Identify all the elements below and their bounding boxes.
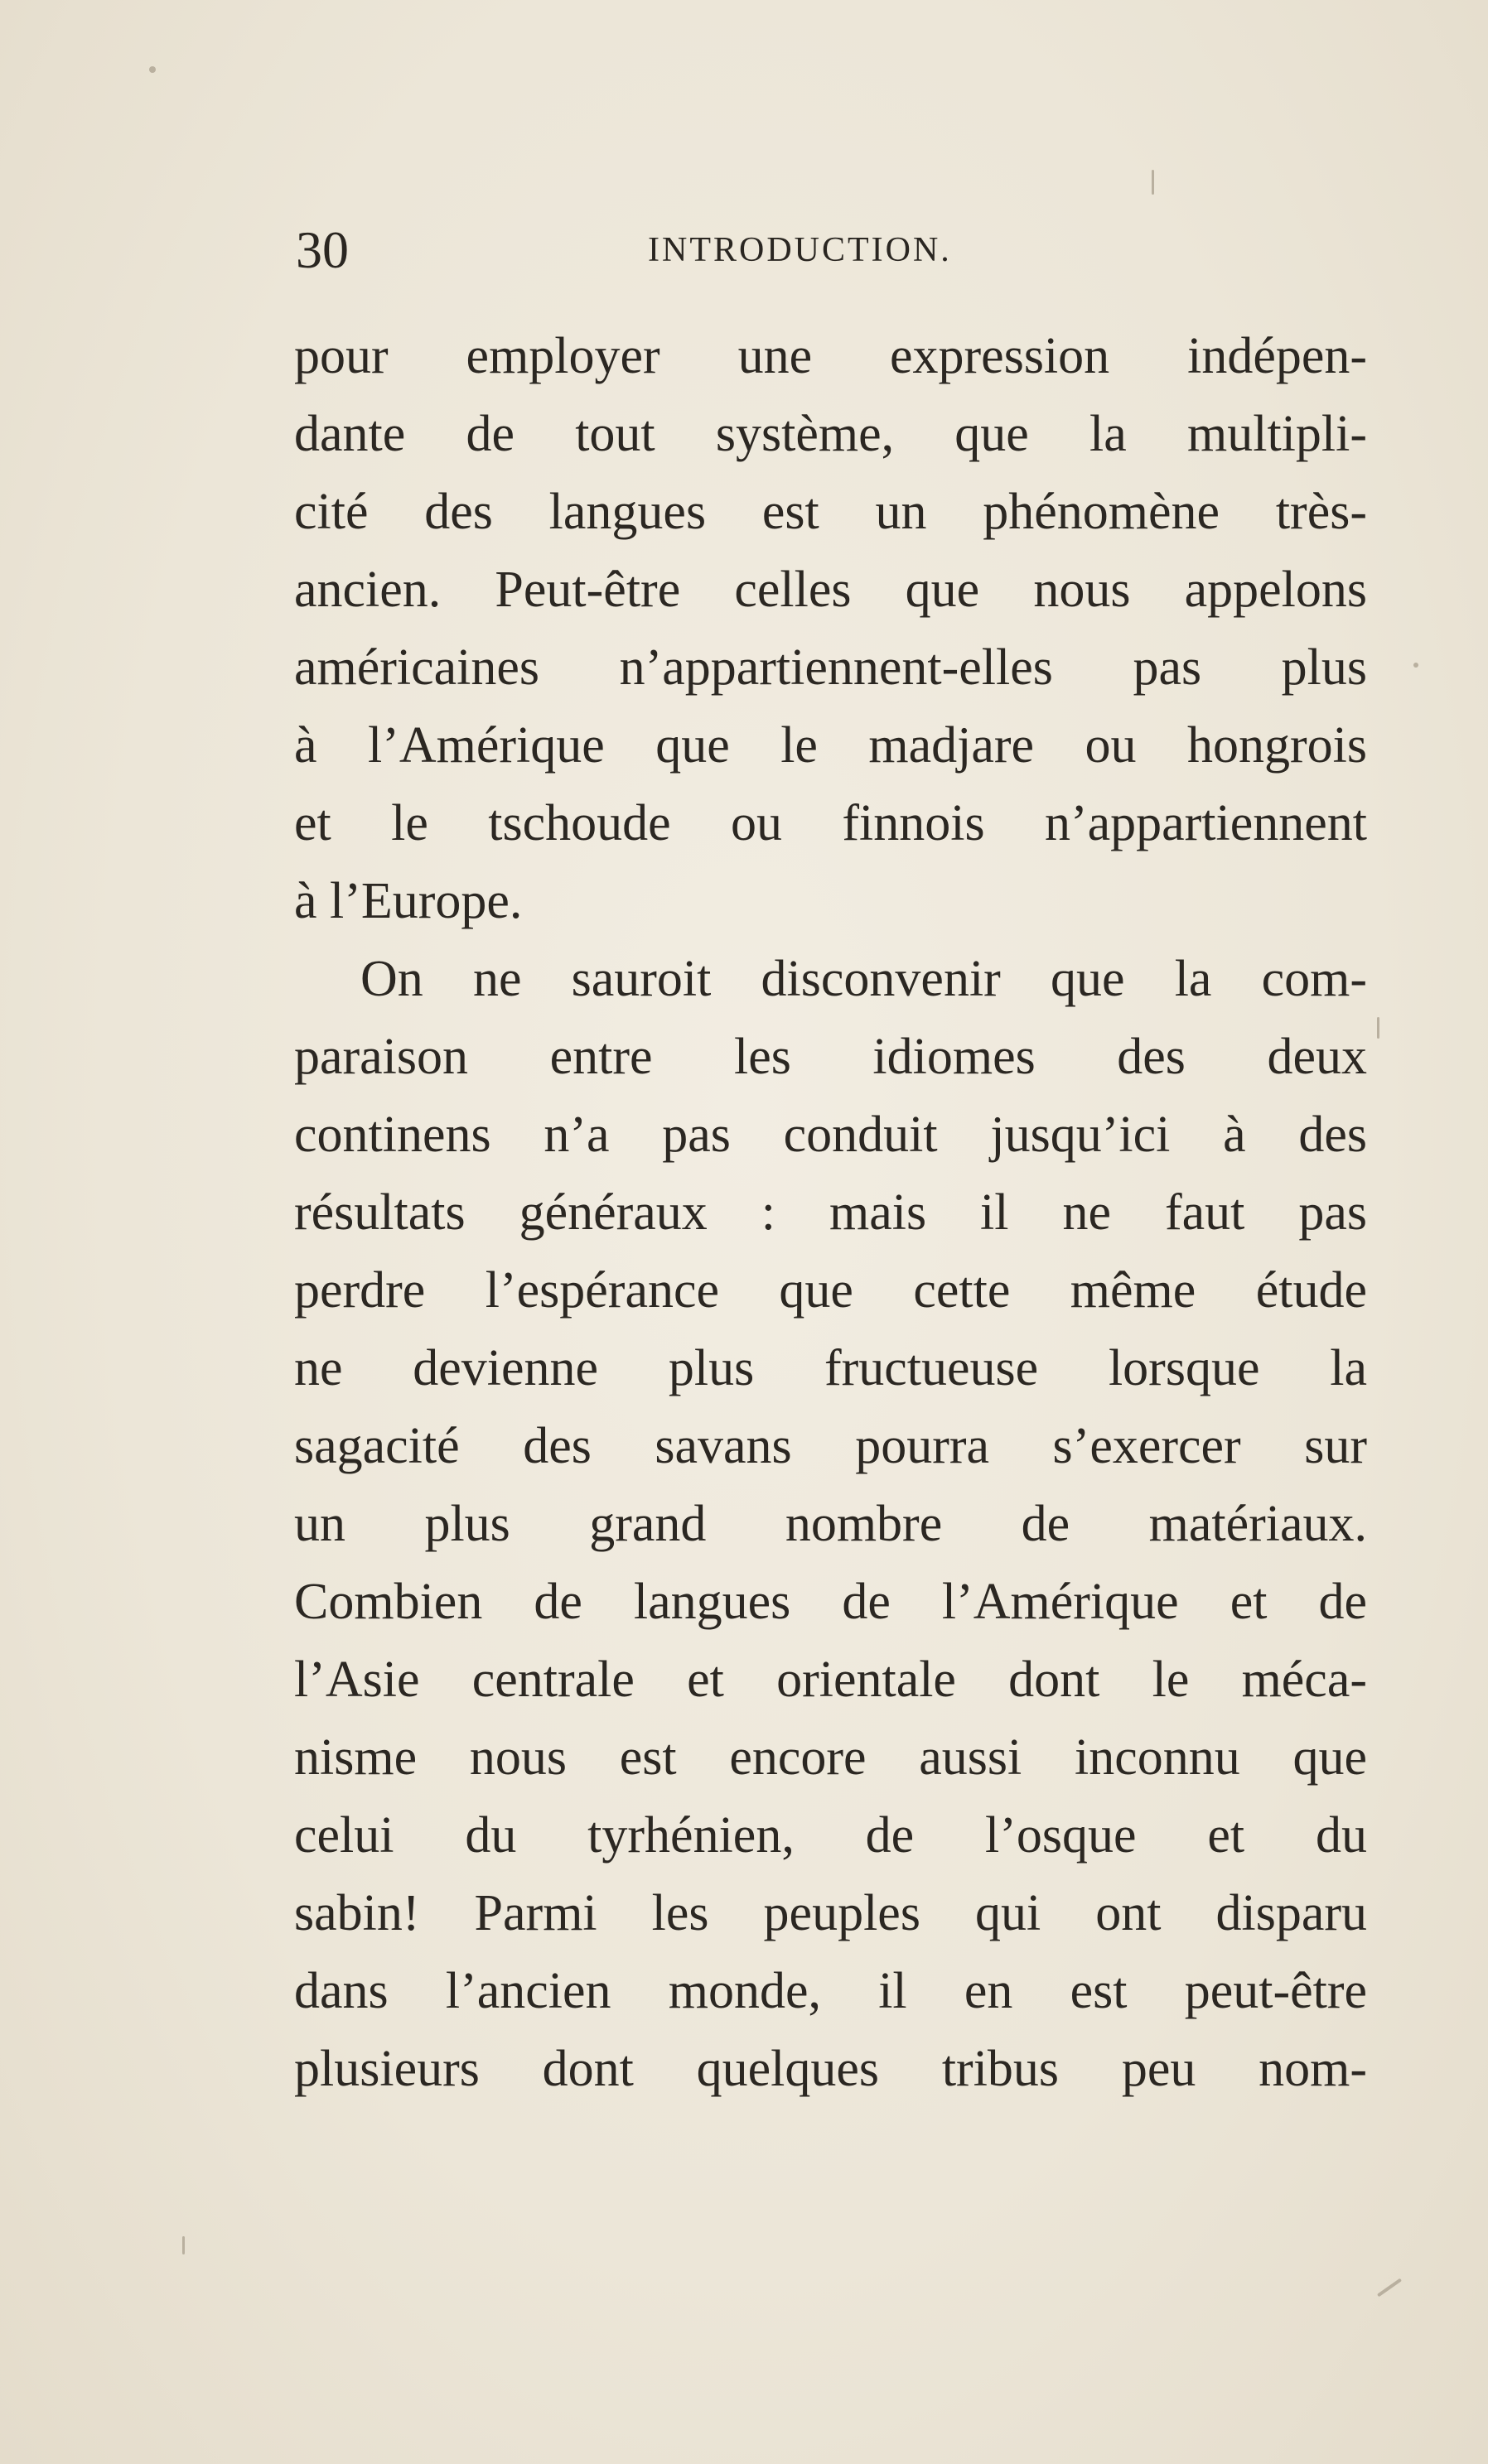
text-line: continens n’a pas conduit jusqu’ici à des bbox=[294, 1107, 1367, 1163]
text-line: à l’Europe. bbox=[294, 873, 523, 929]
paper-speck bbox=[149, 66, 156, 73]
text-line: dans l’ancien monde, il en est peut-être bbox=[294, 1963, 1367, 2019]
text-line: ancien. Peut-être celles que nous appelons bbox=[294, 562, 1367, 618]
text-line: cité des langues est un phénomène très- bbox=[294, 484, 1367, 540]
paper-speck bbox=[1377, 1017, 1379, 1039]
text-line: l’Asie centrale et orientale dont le méca- bbox=[294, 1652, 1367, 1708]
text-line: américaines n’appartiennent-elles pas plus bbox=[294, 639, 1367, 696]
text-line: un plus grand nombre de matériaux. bbox=[294, 1496, 1367, 1552]
text-line: ne devienne plus fructueuse lorsque la bbox=[294, 1340, 1367, 1396]
text-line: nisme nous est encore aussi inconnu que bbox=[294, 1729, 1367, 1786]
text-line: celui du tyrhénien, de l’osque et du bbox=[294, 1807, 1367, 1864]
text-line: sabin! Parmi les peuples qui ont disparu bbox=[294, 1885, 1367, 1941]
text-line: résultats généraux : mais il ne faut pas bbox=[294, 1184, 1367, 1241]
text-line: sagacité des savans pourra s’exercer sur bbox=[294, 1418, 1367, 1474]
text-line: On ne sauroit disconvenir que la com- bbox=[360, 951, 1367, 1007]
paper-speck bbox=[1377, 2278, 1402, 2298]
text-line: dante de tout système, que la multipli- bbox=[294, 406, 1367, 462]
paper-speck bbox=[1152, 170, 1154, 195]
text-line: paraison entre les idiomes des deux bbox=[294, 1029, 1367, 1085]
text-line: plusieurs dont quelques tribus peu nom- bbox=[294, 2041, 1367, 2097]
text-line: Combien de langues de l’Amérique et de bbox=[294, 1574, 1367, 1630]
text-line: et le tschoude ou finnois n’appartiennent bbox=[294, 795, 1367, 851]
running-head bbox=[296, 217, 1373, 283]
body-text bbox=[294, 317, 1367, 2108]
paper-speck bbox=[182, 2236, 185, 2254]
paper-speck bbox=[1413, 663, 1418, 668]
text-line: perdre l’espérance que cette même étude bbox=[294, 1262, 1367, 1319]
page-number: 30 bbox=[296, 220, 349, 279]
text-line: à l’Amérique que le madjare ou hongrois bbox=[294, 717, 1367, 774]
text-line: pour employer une expression indépen- bbox=[294, 328, 1367, 384]
running-title: INTRODUCTION. bbox=[648, 231, 952, 269]
